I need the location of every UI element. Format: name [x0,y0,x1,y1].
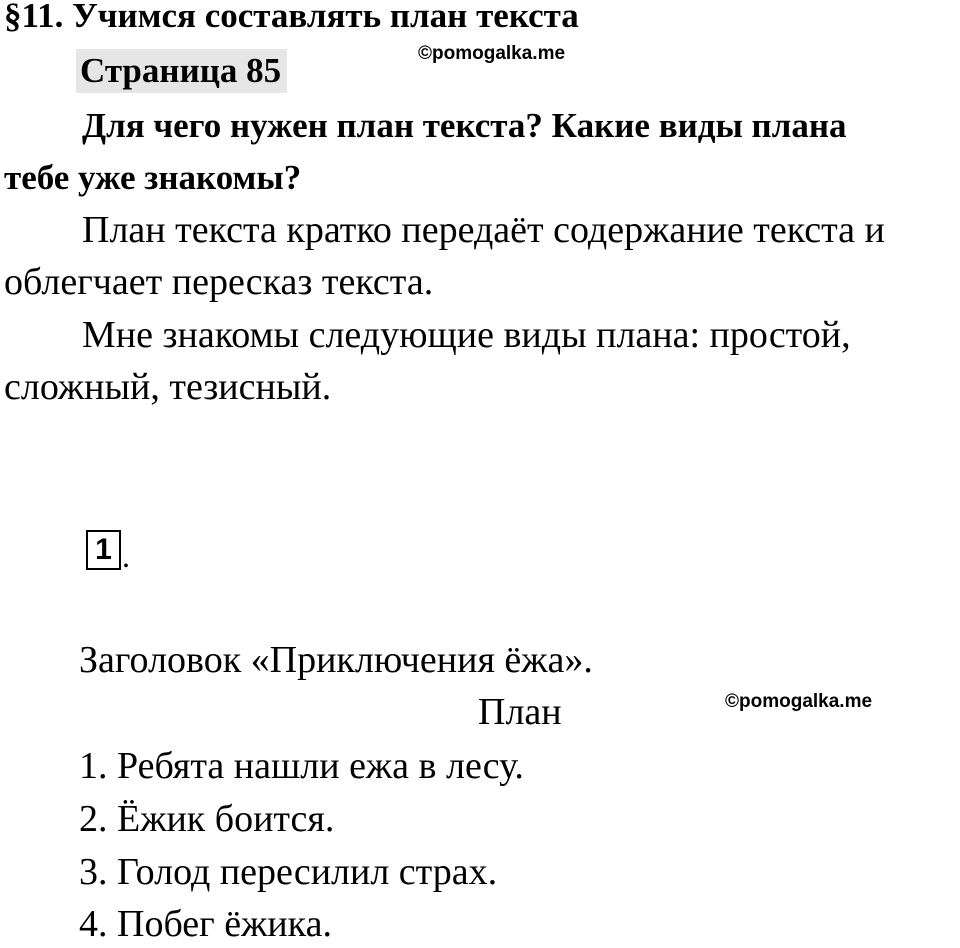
answer-paragraph-1-line-2: облегчает пересказ текста. [4,261,434,303]
plan-item: 4. Побег ёжика. [79,903,332,945]
plan-title: План [478,691,562,733]
answer-paragraph-1-line-1: План текста кратко передаёт содержание текста и [82,209,885,251]
section-title: §11. Учимся составлять план текста [4,0,579,35]
plan-item: 1. Ребята нашли ежа в лесу. [79,745,524,787]
plan-item: 3. Голод пересилил страх. [79,851,498,893]
heading-line: Заголовок «Приключения ёжа». [79,639,593,681]
question-line-2: тебе уже знакомы? [4,158,302,197]
page-label: Страница 85 [76,49,287,93]
answer-paragraph-2-line-2: сложный, тезисный. [4,366,332,408]
watermark: ©pomogalka.me [418,43,566,64]
answer-paragraph-2-line-1: Мне знакомы следующие виды плана: простой, [82,314,851,356]
task-number: 1 [86,530,121,570]
watermark-2: ©pomogalka.me [725,691,873,712]
task-number-dot: . [122,537,130,574]
plan-item: 2. Ёжик боится. [79,798,335,840]
question-line-1: Для чего нужен план текста? Какие виды плана [82,106,847,145]
task-number-badge [86,528,130,572]
